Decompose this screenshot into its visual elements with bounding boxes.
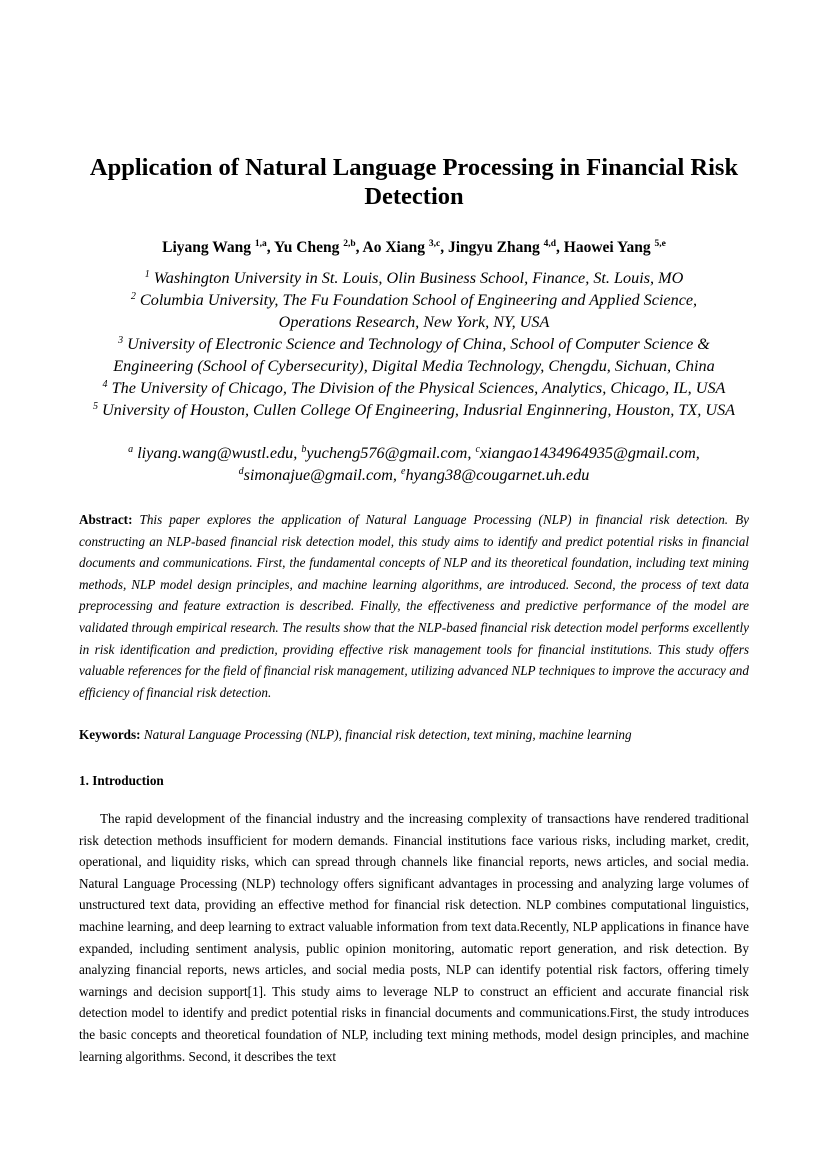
email-line (40, 442, 788, 464)
keywords-label: Keywords: (79, 727, 141, 742)
affiliation: $^4$ The University of Chicago, The Division of the Physical Sciences, Analytics, Chicago, IL, USA (102, 379, 726, 397)
affiliation-list (40, 267, 788, 421)
abstract-label: Abstract: (79, 512, 133, 527)
affiliation: $^2$ Columbia University, The Fu Foundation School of Engineering and Applied Science, (130, 291, 698, 309)
email: $^c$xiangao1434964935@gmail.com, (475, 444, 700, 462)
author: Jingyu Zhang $^{4,d}$, (447, 239, 564, 256)
affiliation: $^3$ University of Electronic Science and Technology of China, School of Computer Science & (118, 335, 710, 353)
email-list (40, 442, 788, 486)
email: $^e$hyang38@cougarnet.uh.edu (401, 466, 590, 484)
affiliation-continued: Engineering (School of Cybersecurity), Digital Media Technology, Chengdu, Sichuan, China (113, 357, 715, 375)
email: $^a$ liyang.wang@wustl.edu, (128, 444, 302, 462)
author: Yu Cheng $^{2,b}$, (273, 239, 363, 256)
author: Ao Xiang $^{3,c}$, (362, 239, 448, 256)
abstract-text: This paper explores the application of Natural Language Processing (NLP) in financial risk detection. By constructing an NLP-based financial risk detection model, this study aims to identify and predict potential risks in financial documents and communications. First, the fundamental concepts of NLP and its theoretical foundation, including text mining methods, NLP model design principles, and machine learning algorithms, are introduced. Second, the process of text data preprocessing and feature extraction is described. Finally, the effectiveness and predictive performance of the model are validated through empirical research. The results show that the NLP-based financial risk detection model performs excellently in risk identification and prediction, providing effective risk management tools for financial institutions. This study offers valuable references for the field of financial risk management, utilizing advanced NLP techniques to improve the accuracy and efficiency of financial risk detection. (79, 512, 750, 700)
email: $^b$yucheng576@gmail.com, (301, 444, 476, 462)
affiliation: $^1$ Washington University in St. Louis, Olin Business School, Finance, St. Louis, MO (144, 269, 684, 287)
affiliation: $^5$ University of Houston, Cullen College Of Engineering, Indusrial Enginnering, Houston, TX, USA (92, 401, 736, 419)
email: $^d$simonajue@gmail.com, (238, 466, 402, 484)
paper-title: Application of Natural Language Processing in Financial Risk Detection (89, 154, 739, 210)
author: Haowei Yang $^{5,e}$ (563, 239, 666, 256)
keywords (79, 725, 749, 745)
author: Liyang Wang $^{1,a}$, (162, 239, 274, 256)
affiliation-continued: Operations Research, New York, NY, USA (278, 313, 550, 331)
section-heading: 1. Introduction (79, 773, 164, 788)
author-list (40, 238, 788, 258)
introduction-paragraph: The rapid development of the financial industry and the increasing complexity of transactions have rendered traditional risk detection methods insufficient for modern demands. Financial institutions face various risks, including market, credit, operational, and liquidity risks, which can spread through channels like financial reports, news articles, and social media. Natural Language Processing (NLP) technology offers significant advantages in processing and analyzing large volumes of unstructured text data, providing an effective method for financial risk detection. NLP combines computational linguistics, machine learning, and deep learning to extract valuable information from text data.Recently, NLP applications in finance have expanded, including sentiment analysis, public opinion monitoring, automatic report generation, and risk detection. By analyzing financial reports, news articles, and social media posts, NLP can identify potential risk factors, offering timely warnings and decision support[1]. This study aims to leverage NLP to construct an efficient and accurate financial risk detection model to identify and predict potential risks in financial documents and communications.First, the study introduces the basic concepts and theoretical foundation of NLP, including text mining methods, model design principles, and machine learning algorithms. Second, it describes the text (79, 811, 749, 1064)
abstract (79, 509, 749, 703)
keywords-text: Natural Language Processing (NLP), financial risk detection, text mining, machine learning (143, 727, 632, 742)
email-line (40, 464, 788, 486)
